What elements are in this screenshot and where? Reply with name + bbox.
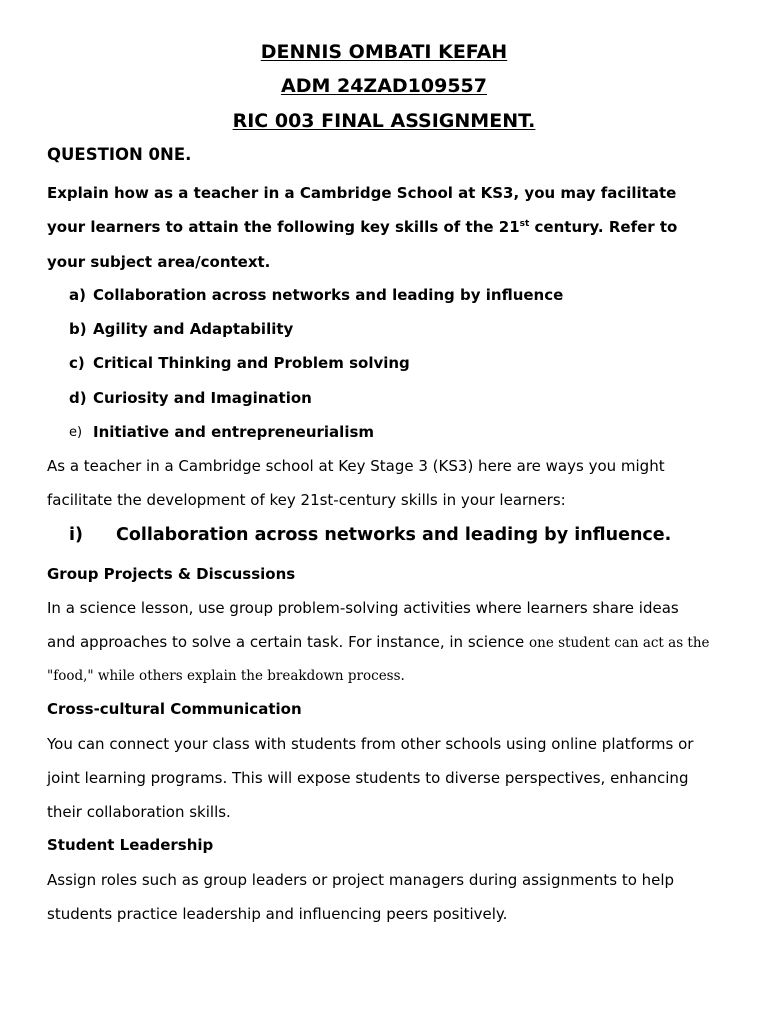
admission-number: ADM 24ZAD109557 [280,75,487,97]
question-prompt-line-2: your learners to attain the following key skills of the 21st century. Refer to [47,218,678,236]
group-projects-line-2: and approaches to solve a certain task. For instance, in science one student can act as the [47,633,710,651]
list-item-text: Curiosity and Imagination [93,389,312,407]
section-title: Collaboration across networks and leading by influence. [116,525,672,545]
list-item-marker: b) [69,320,87,338]
group-projects-line-1: In a science lesson, use group problem-solving activities where learners share ideas [47,599,679,617]
student-name: DENNIS OMBATI KEFAH [260,41,508,63]
subheading-cross-cultural: Cross-cultural Communication [47,700,302,718]
group-projects-line-3: "food," while others explain the breakdown process. [47,668,405,684]
subheading-student-leadership: Student Leadership [47,836,214,854]
leadership-line-2: students practice leadership and influencing peers positively. [47,905,508,923]
section-marker: i) [69,525,83,545]
leadership-line-1: Assign roles such as group leaders or project managers during assignments to help [47,871,675,889]
intro-line-2: facilitate the development of key 21st-century skills in your learners: [47,491,566,509]
subheading-group-projects: Group Projects & Discussions [47,565,296,583]
list-item-text: Collaboration across networks and leading by influence [93,286,564,304]
list-item-marker: e) [69,425,83,440]
cross-cultural-line-1: You can connect your class with students from other schools using online platforms or [47,735,694,753]
cross-cultural-line-2: joint learning programs. This will expose students to diverse perspectives, enhancing [47,769,689,787]
question-heading: QUESTION 0NE. [47,145,192,164]
question-prompt-line-1: Explain how as a teacher in a Cambridge School at KS3, you may facilitate [47,184,677,202]
intro-line-1: As a teacher in a Cambridge school at Key Stage 3 (KS3) here are ways you might [47,457,665,475]
list-item-marker: c) [69,354,85,372]
assignment-title: RIC 003 FINAL ASSIGNMENT. [232,110,536,132]
list-item-text: Agility and Adaptability [93,320,294,338]
cross-cultural-line-3: their collaboration skills. [47,803,231,821]
list-item-text: Critical Thinking and Problem solving [93,354,410,372]
question-prompt-line-3: your subject area/context. [47,253,271,271]
list-item-marker: d) [69,389,87,407]
list-item-text: Initiative and entrepreneurialism [93,423,375,441]
list-item-marker: a) [69,286,86,304]
